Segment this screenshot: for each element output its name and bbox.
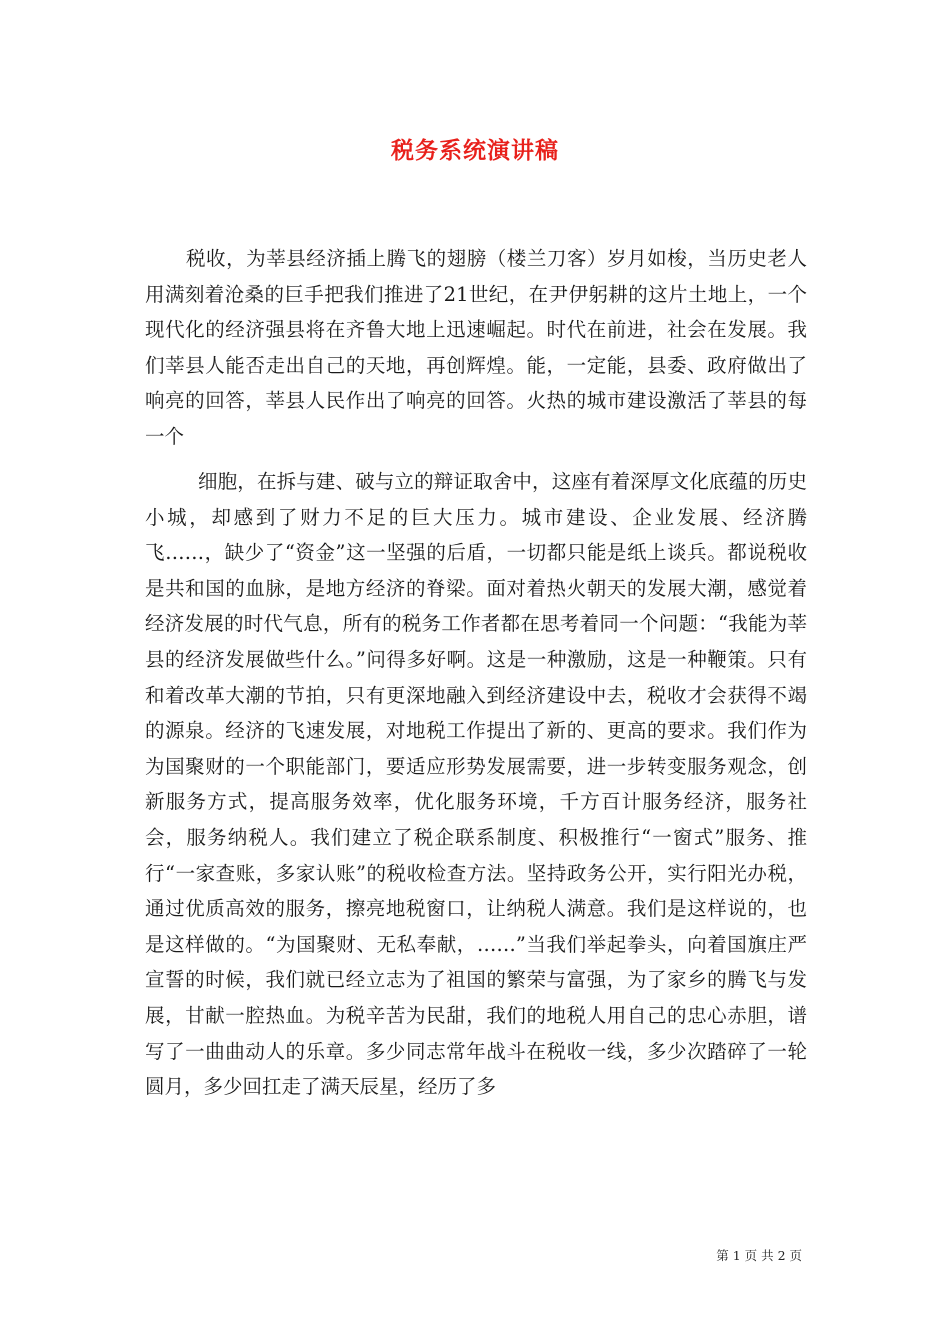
body-paragraph-1: 税收，为莘县经济插上腾飞的翅膀（楼兰刀客）岁月如梭，当历史老人用满刻着沧桑的巨手把我们推进了21世纪，在尹伊躬耕的这片土地上，一个现代化的经济强县将在齐鲁大地上迅速崛起。时代在前进，社会在发展。我们莘县人能否走出自己的天地，再创辉煌。能，一定能，县委、政府做出了响亮的回答，莘县人民作出了响亮的回答。火热的城市建设激活了莘县的每一个: [145, 247, 807, 448]
page-number-footer: 第 1 页 共 2 页: [716, 1248, 802, 1263]
body-paragraph-2: 细胞，在拆与建、破与立的辩证取舍中，这座有着深厚文化底蕴的历史小城，却感到了财力不足的巨大压力。城市建设、企业发展、经济腾飞……，缺少了“资金”这一坚强的后盾，一切都只能是纸上谈兵。都说税收是共和国的血脉，是地方经济的脊梁。面对着热火朝天的发展大潮，感觉着经济发展的时代气息，所有的税务工作者都在思考着同一个问题：“我能为莘县的经济发展做些什么。”问得多好啊。这是一种激励，这是一种鞭策。只有和着改革大潮的节拍，只有更深地融入到经济建设中去，税收才会获得不竭的源泉。经济的飞速发展，对地税工作提出了新的、更高的要求。我们作为为国聚财的一个职能部门，要适应形势发展需要，进一步转变服务观念，创新服务方式，提高服务效率，优化服务环境，千方百计服务经济，服务社会，服务纳税人。我们建立了税企联系制度、积极推行“一窗式”服务、推行“一家查账，多家认账”的税收检查方法。坚持政务公开，实行阳光办税，通过优质高效的服务，擦亮地税窗口，让纳税人满意。我们是这样说的，也是这样做的。“为国聚财、无私奉献，……”当我们举起拳头，向着国旗庄严宣誓的时候，我们就已经立志为了祖国的繁荣与富强，为了家乡的腾飞与发展，甘献一腔热血。为税辛苦为民甜，我们的地税人用自己的忠心赤胆，谱写了一曲曲动人的乐章。多少同志常年战斗在税收一线，多少次踏碎了一轮圆月，多少回扛走了满天辰星，经历了多: [145, 470, 807, 1099]
document-title: 税务系统演讲稿: [391, 137, 559, 164]
